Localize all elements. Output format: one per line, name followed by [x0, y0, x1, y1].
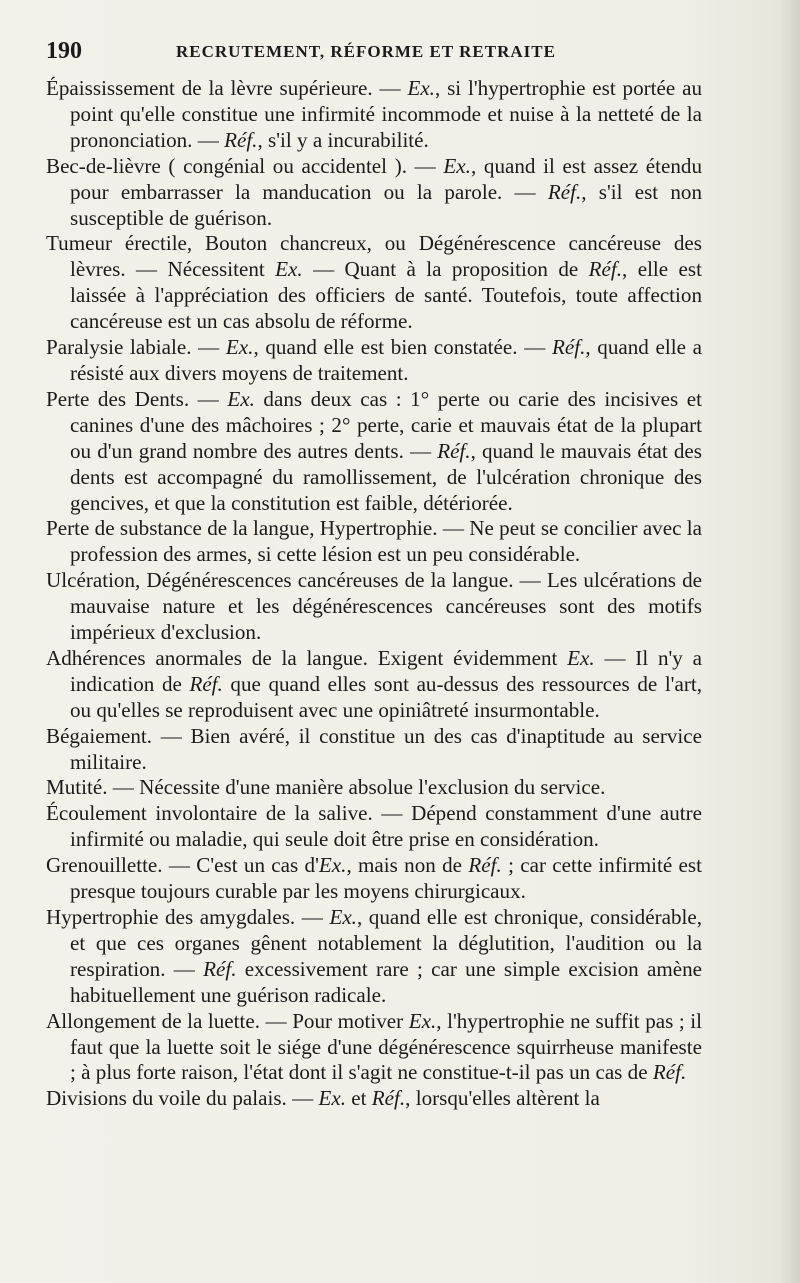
- abbreviation-term: Réf.: [224, 127, 258, 152]
- entry-paragraph: [46, 568, 702, 646]
- entry-paragraph: [46, 646, 702, 724]
- entry-text: Bégaiement. — Bien avéré, il constitue un des cas d'inaptitude au service militaire.: [46, 723, 702, 774]
- entry-paragraph: [46, 775, 702, 801]
- entry-paragraph: [46, 231, 702, 335]
- entry-paragraph: [46, 335, 702, 387]
- abbreviation-term: Ex.: [275, 257, 303, 282]
- entry-text: Paralysie labiale. —: [46, 335, 226, 360]
- abbreviation-term: Réf.: [203, 956, 237, 981]
- entry-text: Divisions du voile du palais. —: [46, 1086, 319, 1111]
- running-title: RECRUTEMENT, RÉFORME ET RETRAITE: [176, 42, 556, 61]
- abbreviation-term: Réf.: [189, 671, 223, 696]
- abbreviation-term: Ex.: [407, 76, 435, 100]
- entry-text: dans deux cas : 1° perte ou carie des incisives et canines d'une des mâchoires ; 2° perte, carie et mauvais état de la plupart ou d'un grand nombre des autres dents. —: [70, 386, 702, 463]
- entry-text: ; car cette infirmité est presque toujours curable par les moyens chirurgicaux.: [70, 853, 702, 904]
- entry-paragraph: [46, 801, 702, 853]
- abbreviation-term: Ex.: [318, 1086, 346, 1111]
- entry-text: que quand elles sont au-dessus des ressources de l'art, ou qu'elles se reproduisent avec une opiniâtreté insurmontable.: [70, 671, 702, 722]
- entry-text: , quand il est assez étendu pour embarrasser la manducation ou la parole. —: [70, 153, 702, 204]
- entry-text: et: [345, 1086, 372, 1111]
- entry-text: , mais non de: [346, 853, 469, 878]
- abbreviation-term: Réf.: [468, 853, 502, 878]
- entry-text: , quand elle est bien constatée. —: [253, 335, 552, 360]
- entry-text: , elle est laissée à l'appréciation des officiers de santé. Toutefois, toute affection cancéreuse est un cas absolu de réforme.: [70, 257, 702, 334]
- abbreviation-term: Ex.: [318, 853, 347, 878]
- entry-text: Épaississement de la lèvre supérieure. —: [46, 76, 408, 100]
- entry-text: Perte des Dents. —: [46, 386, 228, 411]
- abbreviation-term: Ex.: [227, 386, 255, 411]
- entry-paragraph: [46, 853, 702, 905]
- entry-paragraph: [46, 1086, 702, 1112]
- entry-text: Mutité. — Nécessite d'une manière absolue l'exclusion du service.: [46, 775, 606, 800]
- entry-paragraph: [46, 387, 702, 517]
- abbreviation-term: Réf.: [371, 1086, 406, 1111]
- entry-text: — Quant à la proposition de: [302, 257, 589, 282]
- abbreviation-term: Ex.: [329, 905, 357, 929]
- entry-paragraph: [46, 154, 702, 232]
- entry-text: , quand elle a résisté aux divers moyens de traitement.: [70, 335, 702, 385]
- abbreviation-term: Ex.: [443, 153, 471, 178]
- abbreviation-term: Réf.: [588, 257, 623, 282]
- abbreviation-term: Ex.: [225, 335, 254, 360]
- entry-text: Allongement de la luette. — Pour motiver: [46, 1008, 409, 1033]
- body-text: [46, 76, 702, 1112]
- entry-text: , quand le mauvais état des dents est accompagné du ramollissement, de l'ulcération chronique des gencives, et que la constitution est faible, détériorée.: [70, 438, 702, 515]
- abbreviation-term: Réf.: [437, 438, 471, 463]
- entry-text: , s'il est non susceptible de guérison.: [70, 179, 702, 230]
- abbreviation-term: Réf.: [547, 179, 582, 204]
- entry-text: , lorsqu'elles altèrent la: [405, 1086, 600, 1111]
- abbreviation-term: Réf.: [551, 335, 586, 360]
- entry-text: excessivement rare ; car une simple excision amène habituellement une guérison radicale.: [70, 956, 702, 1007]
- entry-text: Ulcération, Dégénérescences cancéreuses de la langue. — Les ulcérations de mauvaise nature et les dégénérescences cancéreuses sont des motifs impérieux d'exclusion.: [46, 568, 702, 645]
- entry-text: Grenouillette. — C'est un cas d': [46, 853, 319, 878]
- page-header: [46, 38, 718, 68]
- entry-text: Bec-de-lièvre ( congénial ou accidentel ). —: [46, 153, 444, 178]
- entry-paragraph: [46, 724, 702, 776]
- entry-text: Écoulement involontaire de la salive. — Dépend constamment d'une autre infirmité ou maladie, qui seule doit être prise en considération.: [46, 801, 702, 852]
- abbreviation-term: Ex.: [567, 645, 595, 670]
- entry-paragraph: [46, 76, 702, 154]
- entry-paragraph: [46, 1009, 702, 1087]
- entry-text: Hypertrophie des amygdales. —: [46, 905, 330, 929]
- entry-paragraph: [46, 905, 702, 1009]
- entry-text: — Il n'y a indication de: [70, 645, 702, 696]
- entry-text: Perte de substance de la langue, Hypertrophie. — Ne peut se concilier avec la profession des armes, si cette lésion est un peu considérable.: [46, 516, 702, 567]
- entry-text: , quand elle est chronique, considérable, et que ces organes gênent notablement la déglutition, l'audition ou la respiration. —: [70, 905, 702, 981]
- entry-text: , si l'hypertrophie est portée au point qu'elle constitue une infirmité incommode et nuise à la netteté de la prononciation. —: [70, 76, 702, 152]
- abbreviation-term: Réf.: [652, 1060, 687, 1085]
- entry-paragraph: [46, 516, 702, 568]
- entry-text: , l'hypertrophie ne suffit pas ; il faut que la luette soit le siége d'une dégénérescence squirrheuse manifeste ; à plus forte raison, l'état dont il s'agit ne constitue-t-il pas un cas de: [70, 1008, 702, 1085]
- page-number: 190: [46, 38, 82, 64]
- abbreviation-term: Ex.: [408, 1008, 437, 1033]
- entry-text: , s'il y a incurabilité.: [257, 127, 429, 152]
- entry-text: Tumeur érectile, Bouton chancreux, ou Dégénérescence cancéreuse des lèvres. — Nécessitent: [46, 231, 702, 282]
- entry-text: Adhérences anormales de la langue. Exigent évidemment: [46, 645, 568, 670]
